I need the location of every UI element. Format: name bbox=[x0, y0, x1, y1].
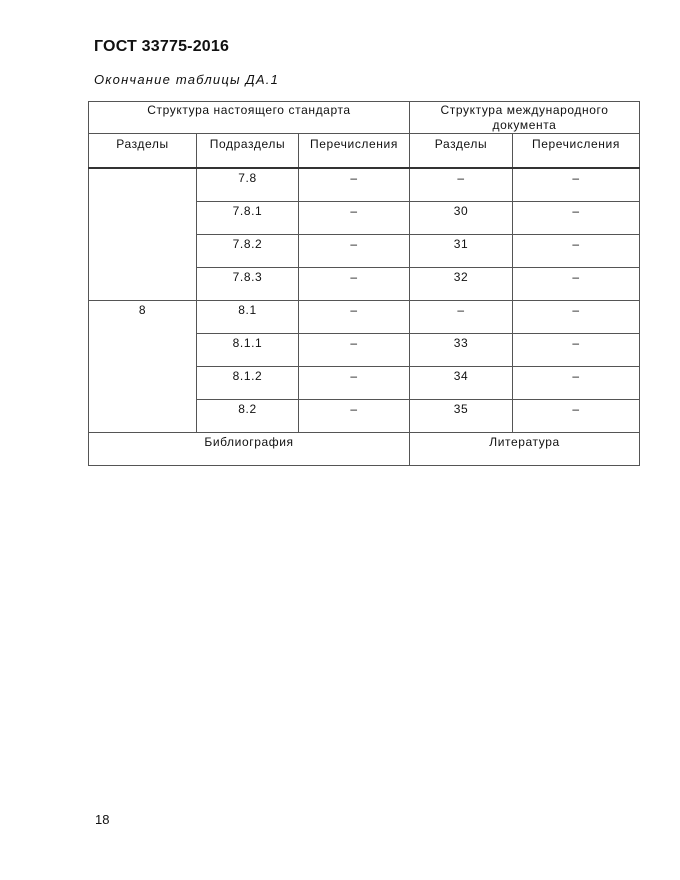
footer-bibliography: Библиография bbox=[89, 433, 410, 466]
col-header-enumerations-std: Перечисления bbox=[299, 134, 410, 169]
cell-section-intl: 30 bbox=[410, 202, 513, 235]
cell-enum-std: – bbox=[299, 367, 410, 400]
page-number: 18 bbox=[95, 812, 110, 827]
cell-enum-std: – bbox=[299, 168, 410, 202]
cell-enum-std: – bbox=[299, 334, 410, 367]
cell-enum-intl: – bbox=[513, 367, 640, 400]
cell-section-intl: 31 bbox=[410, 235, 513, 268]
document-code: ГОСТ 33775-2016 bbox=[94, 38, 230, 55]
cell-subsection: 8.2 bbox=[197, 400, 299, 433]
cell-subsection: 8.1.2 bbox=[197, 367, 299, 400]
cell-enum-std: – bbox=[299, 202, 410, 235]
col-header-subsections-std: Подразделы bbox=[197, 134, 299, 169]
section-cell-8: 8 bbox=[89, 301, 197, 433]
cell-enum-intl: – bbox=[513, 301, 640, 334]
table-caption: Окончание таблицы ДА.1 bbox=[94, 72, 279, 87]
cell-section-intl: – bbox=[410, 168, 513, 202]
cell-section-intl: 33 bbox=[410, 334, 513, 367]
table-row bbox=[89, 168, 640, 202]
cell-section-intl: 35 bbox=[410, 400, 513, 433]
cell-enum-intl: – bbox=[513, 334, 640, 367]
cell-subsection: 8.1.1 bbox=[197, 334, 299, 367]
cell-enum-intl: – bbox=[513, 235, 640, 268]
cell-enum-std: – bbox=[299, 400, 410, 433]
structure-comparison-table bbox=[88, 101, 640, 466]
cell-section-intl: – bbox=[410, 301, 513, 334]
cell-subsection: 7.8 bbox=[197, 168, 299, 202]
cell-subsection: 7.8.3 bbox=[197, 268, 299, 301]
col-header-enumerations-intl: Перечисления bbox=[513, 134, 640, 169]
footer-literature: Литература bbox=[410, 433, 640, 466]
cell-enum-intl: – bbox=[513, 168, 640, 202]
col-header-sections-std: Разделы bbox=[89, 134, 197, 169]
section-cell-empty bbox=[89, 168, 197, 301]
header-group-international-document: Структура международного документа bbox=[410, 102, 640, 134]
col-header-sections-intl: Разделы bbox=[410, 134, 513, 169]
cell-enum-std: – bbox=[299, 268, 410, 301]
cell-section-intl: 34 bbox=[410, 367, 513, 400]
cell-subsection: 7.8.2 bbox=[197, 235, 299, 268]
table-row bbox=[89, 301, 640, 334]
cell-enum-intl: – bbox=[513, 202, 640, 235]
cell-enum-std: – bbox=[299, 301, 410, 334]
header-group-this-standard: Структура настоящего стандарта bbox=[89, 102, 410, 134]
cell-subsection: 7.8.1 bbox=[197, 202, 299, 235]
cell-enum-intl: – bbox=[513, 400, 640, 433]
cell-section-intl: 32 bbox=[410, 268, 513, 301]
cell-subsection: 8.1 bbox=[197, 301, 299, 334]
cell-enum-std: – bbox=[299, 235, 410, 268]
cell-enum-intl: – bbox=[513, 268, 640, 301]
